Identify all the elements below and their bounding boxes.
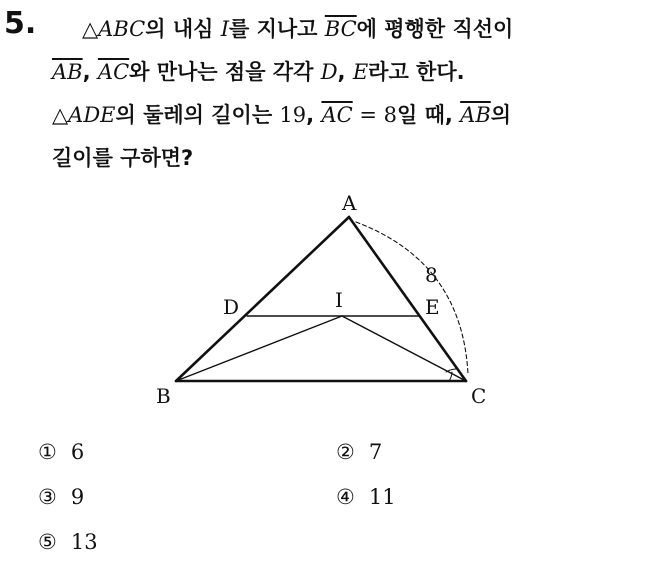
label-i: I [335, 288, 343, 312]
choice-marker: ② [336, 440, 355, 464]
perimeter-value: 19 [279, 103, 307, 127]
triangle-abc: △ABC [82, 17, 146, 41]
segment-ab: $\overline{AB}$ [52, 60, 83, 84]
label-c: C [471, 384, 487, 408]
point-d-symbol: D [320, 60, 338, 84]
stem-text: 에 평행한 직선이 [356, 17, 514, 41]
choice-4[interactable] [336, 485, 396, 509]
stem-text: 를 지나고 [229, 17, 325, 41]
stem-text: , [82, 60, 98, 84]
choice-5[interactable] [38, 530, 98, 554]
label-b: B [156, 384, 171, 408]
choice-3[interactable] [38, 485, 84, 509]
stem-text: 의 내심 [145, 17, 221, 41]
label-a: A [342, 191, 357, 215]
choice-value: 9 [70, 485, 85, 509]
choice-value: 13 [70, 530, 98, 554]
choice-1[interactable] [38, 440, 84, 464]
label-e: E [425, 295, 440, 319]
point-e-symbol: E [352, 60, 369, 84]
stem-text: , [306, 103, 322, 127]
stem-text: 라고 한다. [368, 60, 465, 84]
label-d: D [223, 295, 240, 319]
stem-text: 의 둘레의 길이는 [115, 103, 280, 127]
choice-2[interactable] [336, 440, 382, 464]
stem-text: , [337, 60, 353, 84]
choice-marker: ① [38, 440, 57, 464]
stem-line-4: 길이를 구하면? [52, 146, 194, 170]
segment-bc: $\overline{BC}$ [324, 17, 357, 41]
choice-value: 11 [368, 485, 396, 509]
segment-ac: $\overline{AC}$ [97, 60, 130, 84]
choice-marker: ④ [336, 485, 355, 509]
stem-text: 와 만나는 점을 각각 [129, 60, 321, 84]
stem-text: 일 때, [397, 103, 461, 127]
segment-ac: $\overline{AC}$ [321, 103, 353, 127]
segment-ab: $\overline{AB}$ [460, 103, 491, 127]
stem-text: 의 [490, 103, 512, 127]
incenter-symbol: I [220, 17, 229, 41]
choice-marker: ③ [38, 485, 57, 509]
question-number: 5. [4, 6, 37, 41]
choice-value: 7 [368, 440, 383, 464]
choice-marker: ⑤ [38, 530, 57, 554]
triangle-ade: △ADE [52, 103, 116, 127]
label-side-ac-length: 8 [425, 263, 438, 287]
choice-value: 6 [70, 440, 85, 464]
ac-equation: = 8 [352, 103, 397, 127]
